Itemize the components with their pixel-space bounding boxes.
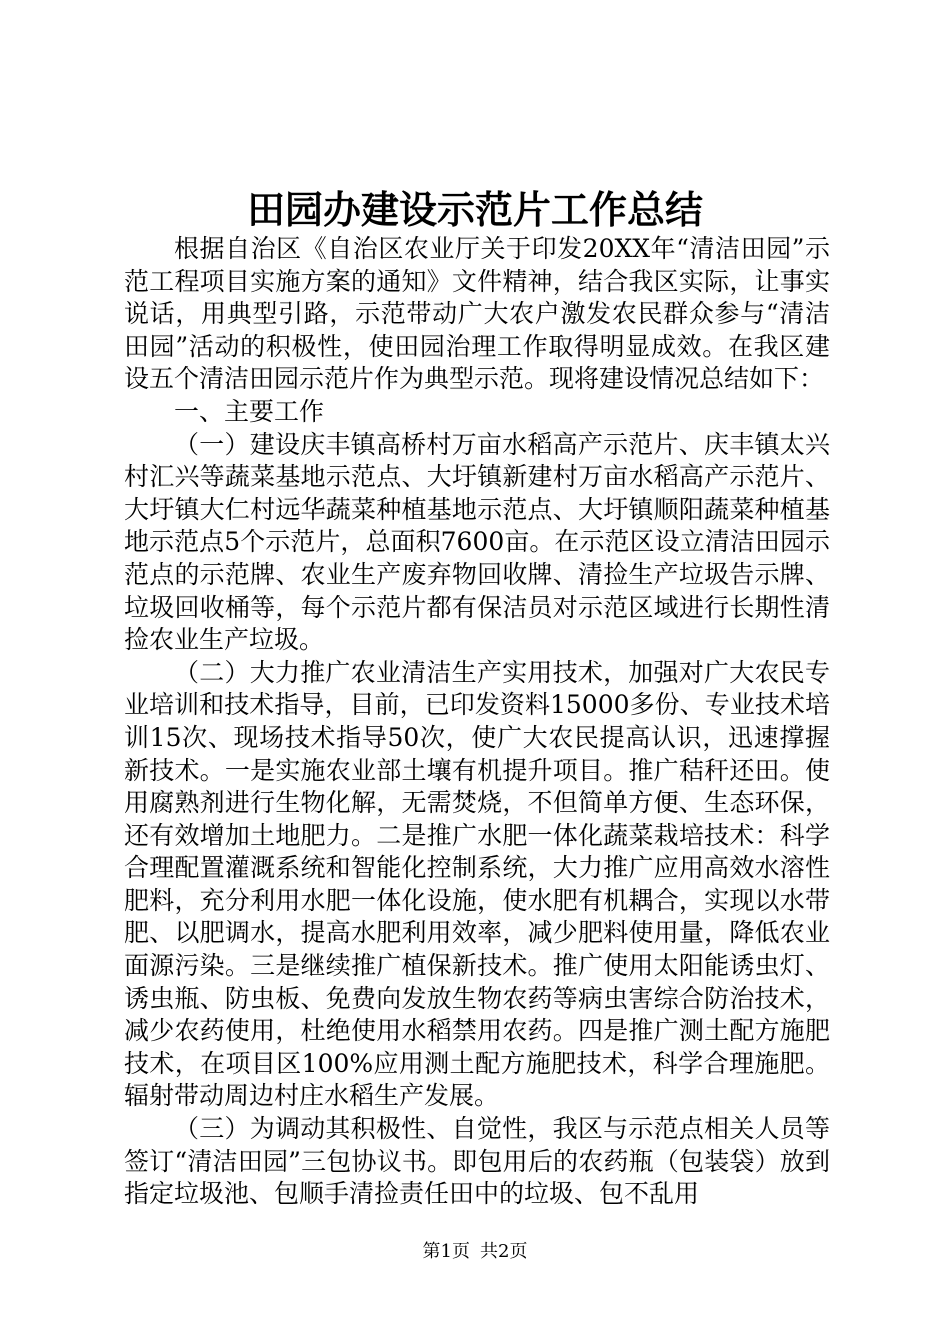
paragraph-item-1: （一）建设庆丰镇高桥村万亩水稻高产示范片、庆丰镇太兴村汇兴等蔬菜基地示范点、大圩镇新建村万亩水稻高产示范片、大圩镇大仁村远华蔬菜种植基地示范点、大圩镇顺阳蔬菜种植基地示范点5个示范片，总面积7600亩。在示范区设立清洁田园示范点的示范牌、农业生产废弃物回收牌、清捡生产垃圾告示牌、垃圾回收桶等，每个示范片都有保洁员对示范区域进行长期性清捡农业生产垃圾。 <box>124 429 830 655</box>
page-total: 共2页 <box>480 1241 528 1262</box>
page-number: 第1页 <box>422 1241 470 1262</box>
paragraph-item-2: （二）大力推广农业清洁生产实用技术，加强对广大农民专业培训和技术指导，目前，已印发资料15000多份、专业技术培训15次、现场技术指导50次，使广大农民提高认识，迅速撑握新技术。一是实施农业部土壤有机提升项目。推广秸秆还田。使用腐熟剂进行生物化解，无需焚烧，不但简单方便、生态环保，还有效增加土地肥力。二是推广水肥一体化蔬菜栽培技术：科学合理配置灌溉系统和智能化控制系统，大力推广应用高效水溶性肥料，充分利用水肥一体化设施，使水肥有机耦合，实现以水带肥、以肥调水，提高水肥利用效率，减少肥料使用量，降低农业面源污染。三是继续推广植保新技术。推广使用太阳能诱虫灯、诱虫瓶、防虫板、免费向发放生物农药等病虫害综合防治技术，减少农药使用，杜绝使用水稻禁用农药。四是推广测土配方施肥技术，在项目区100%应用测土配方施肥技术，科学合理施肥。辐射带动周边村庄水稻生产发展。 <box>124 657 830 1111</box>
paragraph-item-3: （三）为调动其积极性、自觉性，我区与示范点相关人员等签订“清洁田园”三包协议书。即包用后的农药瓶（包装袋）放到指定垃圾池、包顺手清捡责任田中的垃圾、包不乱用 <box>124 1114 830 1209</box>
document-title: 田园办建设示范片工作总结 <box>246 187 703 232</box>
section-heading-main-work: 一、主要工作 <box>174 396 325 426</box>
paragraph-intro: 根据自治区《自治区农业厅关于印发20XX年“清洁田园”示范工程项目实施方案的通知》文件精神，结合我区实际，让事实说话，用典型引路，示范带动广大农户激发农民群众参与“清洁田园”活动的积极性，使田园治理工作取得明显成效。在我区建设五个清洁田园示范片作为典型示范。现将建设情况总结如下： <box>124 234 830 394</box>
page-footer <box>0 1240 950 1264</box>
document-body <box>124 233 830 1211</box>
